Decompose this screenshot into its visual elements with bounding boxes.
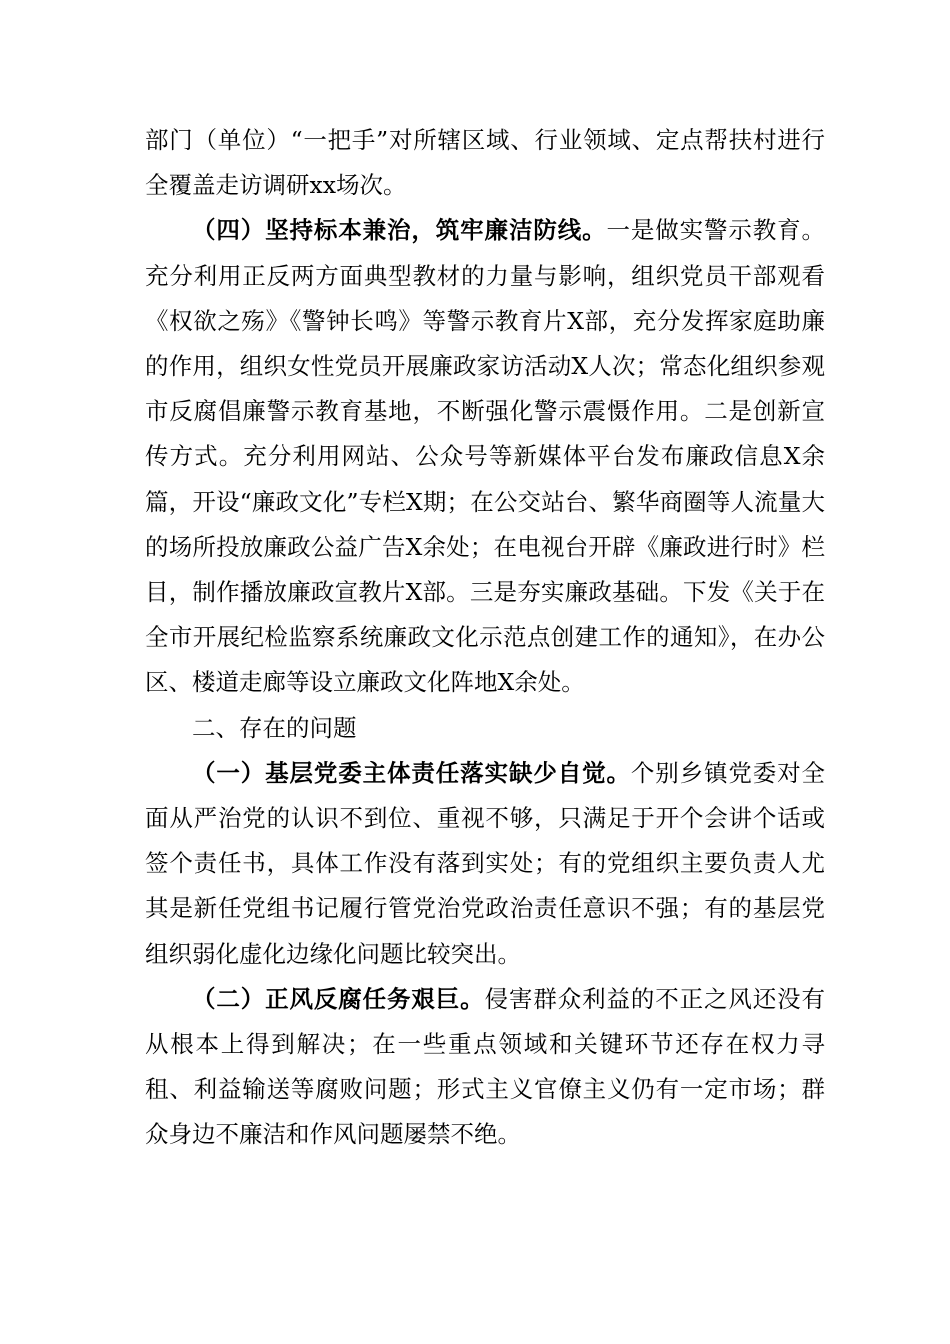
paragraph-section-four xyxy=(145,208,825,705)
section-heading-problems: 二、存在的问题 xyxy=(192,713,357,742)
document-page xyxy=(145,118,825,1158)
paragraph-text: 一是做实警示教育。充分利用正反两方面典型教材的力量与影响，组织党员干部观看《权欲之殇》《警钟长鸣》等警示教育片X部，充分发挥家庭助廉的作用，组织女性党员开展廉政家访活动X人次；常态化组织参观市反腐倡廉警示教育基地，不断强化警示震慑作用。二是创新宣传方式。充分利用网站、公众号等新媒体平台发布廉政信息X余篇，开设“廉政文化”专栏X期；在公交站台、繁华商圈等人流量大的场所投放廉政公益广告X余处；在电视台开辟《廉政进行时》栏目，制作播放廉政宣教片X部。三是夯实廉政基础。下发《关于在全市开展纪检监察系统廉政文化示范点创建工作的通知》，在办公区、楼道走廊等设立廉政文化阵地X余处。 xyxy=(145,216,826,697)
paragraph-problem-one xyxy=(145,751,825,977)
paragraph-problem-two xyxy=(145,977,825,1158)
paragraph-text: 部门（单位）“一把手”对所辖区域、行业领域、定点帮扶村进行全覆盖走访调研xx场次。 xyxy=(145,126,825,200)
paragraph-continuation xyxy=(145,118,825,208)
section-lead-four: （四）坚持标本兼治，筑牢廉洁防线。 xyxy=(192,216,607,245)
section-lead-one: （一）基层党委主体责任落实缺少自觉。 xyxy=(192,758,631,787)
paragraph-text: 个别乡镇党委对全面从严治党的认识不到位、重视不够，只满足于开个会讲个话或签个责任书，具体工作没有落到实处；有的党组织主要负责人尤其是新任党组书记履行管党治党政治责任意识不强；有的基层党组织弱化虚化边缘化问题比较突出。 xyxy=(145,758,826,968)
section-lead-two: （二）正风反腐任务艰巨。 xyxy=(192,984,485,1013)
paragraph-text: 侵害群众利益的不正之风还没有从根本上得到解决；在一些重点领域和关键环节还存在权力寻租、利益输送等腐败问题；形式主义官僚主义仍有一定市场；群众身边不廉洁和作风问题屡禁不绝。 xyxy=(145,984,826,1149)
